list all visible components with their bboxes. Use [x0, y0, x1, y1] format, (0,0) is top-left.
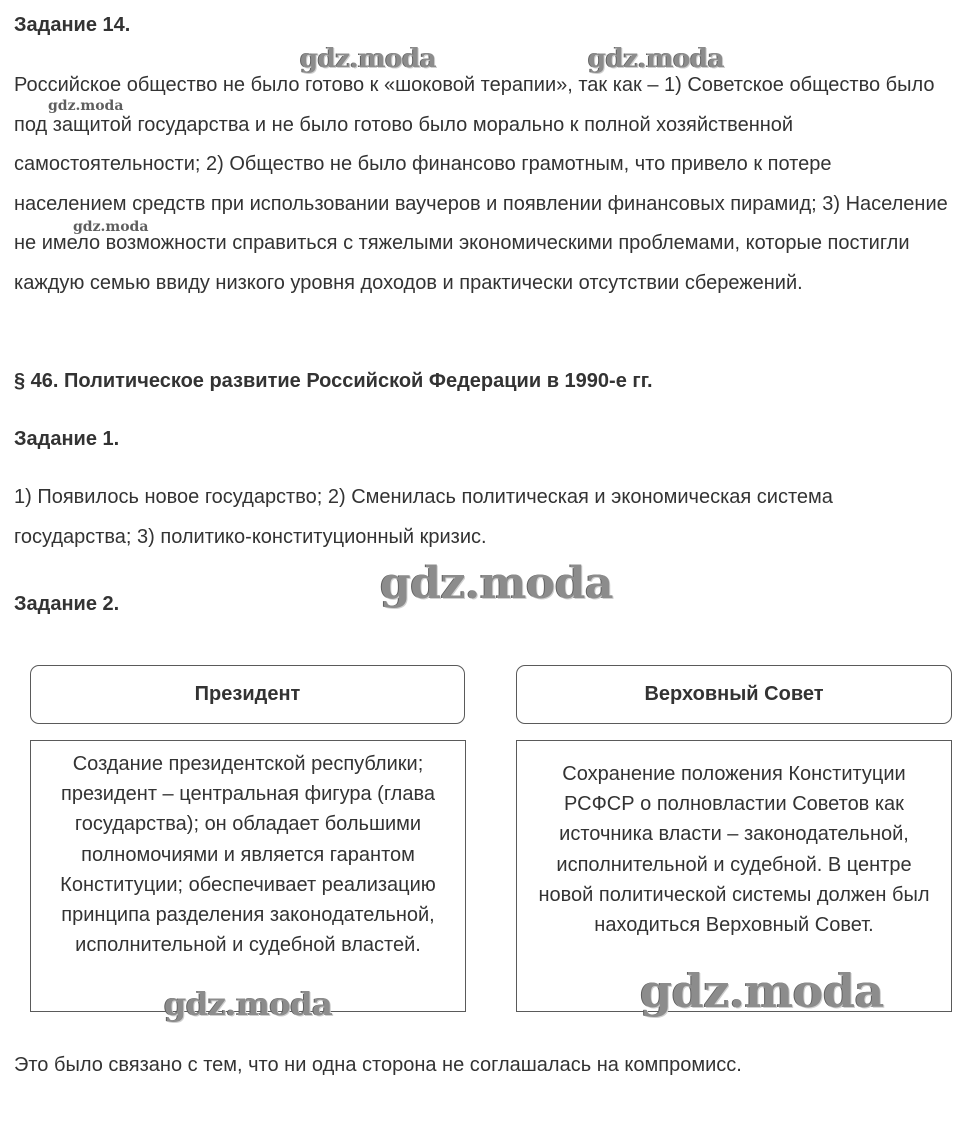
watermark-logo: gdz.moda — [73, 219, 149, 235]
task1-heading: Задание 1. — [14, 428, 120, 450]
task2-heading: Задание 2. — [14, 593, 120, 615]
watermark-logo: gdz.moda — [588, 44, 725, 74]
president-title: Президент — [194, 683, 301, 705]
supreme-soviet-title: Верховный Совет — [644, 683, 824, 705]
watermark-logo: gdz.moda — [48, 98, 124, 114]
task2-conclusion: Это было связано с тем, что ни одна сторона не соглашалась на компромисс. — [14, 1054, 742, 1076]
president-description-box — [30, 740, 466, 1012]
watermark-logo: gdz.moda — [380, 558, 614, 609]
watermark-logo: gdz.moda — [164, 985, 333, 1023]
president-description: Создание президентской республики; президент – центральная фигура (глава государства); он обладает большими полномочиями и является гарантом Конституции; обеспечивает реализацию принципа разделения законодательной, исполнительной и судебной властей. — [60, 753, 436, 957]
supreme-soviet-description-box — [516, 740, 952, 1012]
president-header-box — [30, 665, 465, 724]
watermark-logo: gdz.moda — [640, 964, 884, 1018]
task14-heading: Задание 14. — [14, 14, 131, 36]
task14-text: Российское общество не было готово к «шоковой терапии», так как – 1) Советское общество было под защитой государства и не было готово было морально к полной хозяйственной самостоятельности; 2) Общество не было финансово грамотным, что привело к потере населением средств при использовании ваучеров и появлении финансовых пирамид; 3) Население не имело возможности справиться с тяжелыми экономическими проблемами, которые постигли каждую семью ввиду низкого уровня доходов и практически отсутствии сбережений. — [14, 74, 948, 294]
supreme-soviet-description: Сохранение положения Конституции РСФСР о полновластии Советов как источника власти – законодательной, исполнительной и судебной. В центре новой политической системы должен был находиться Верховный Совет. — [538, 763, 930, 937]
watermark-logo: gdz.moda — [300, 44, 437, 74]
section-title: § 46. Политическое развитие Российской Федерации в 1990-е гг. — [14, 370, 653, 392]
task1-text: 1) Появилось новое государство; 2) Сменилась политическая и экономическая система государства; 3) политико-конституционный кризис. — [14, 486, 833, 548]
supreme-soviet-header-box — [516, 665, 952, 724]
